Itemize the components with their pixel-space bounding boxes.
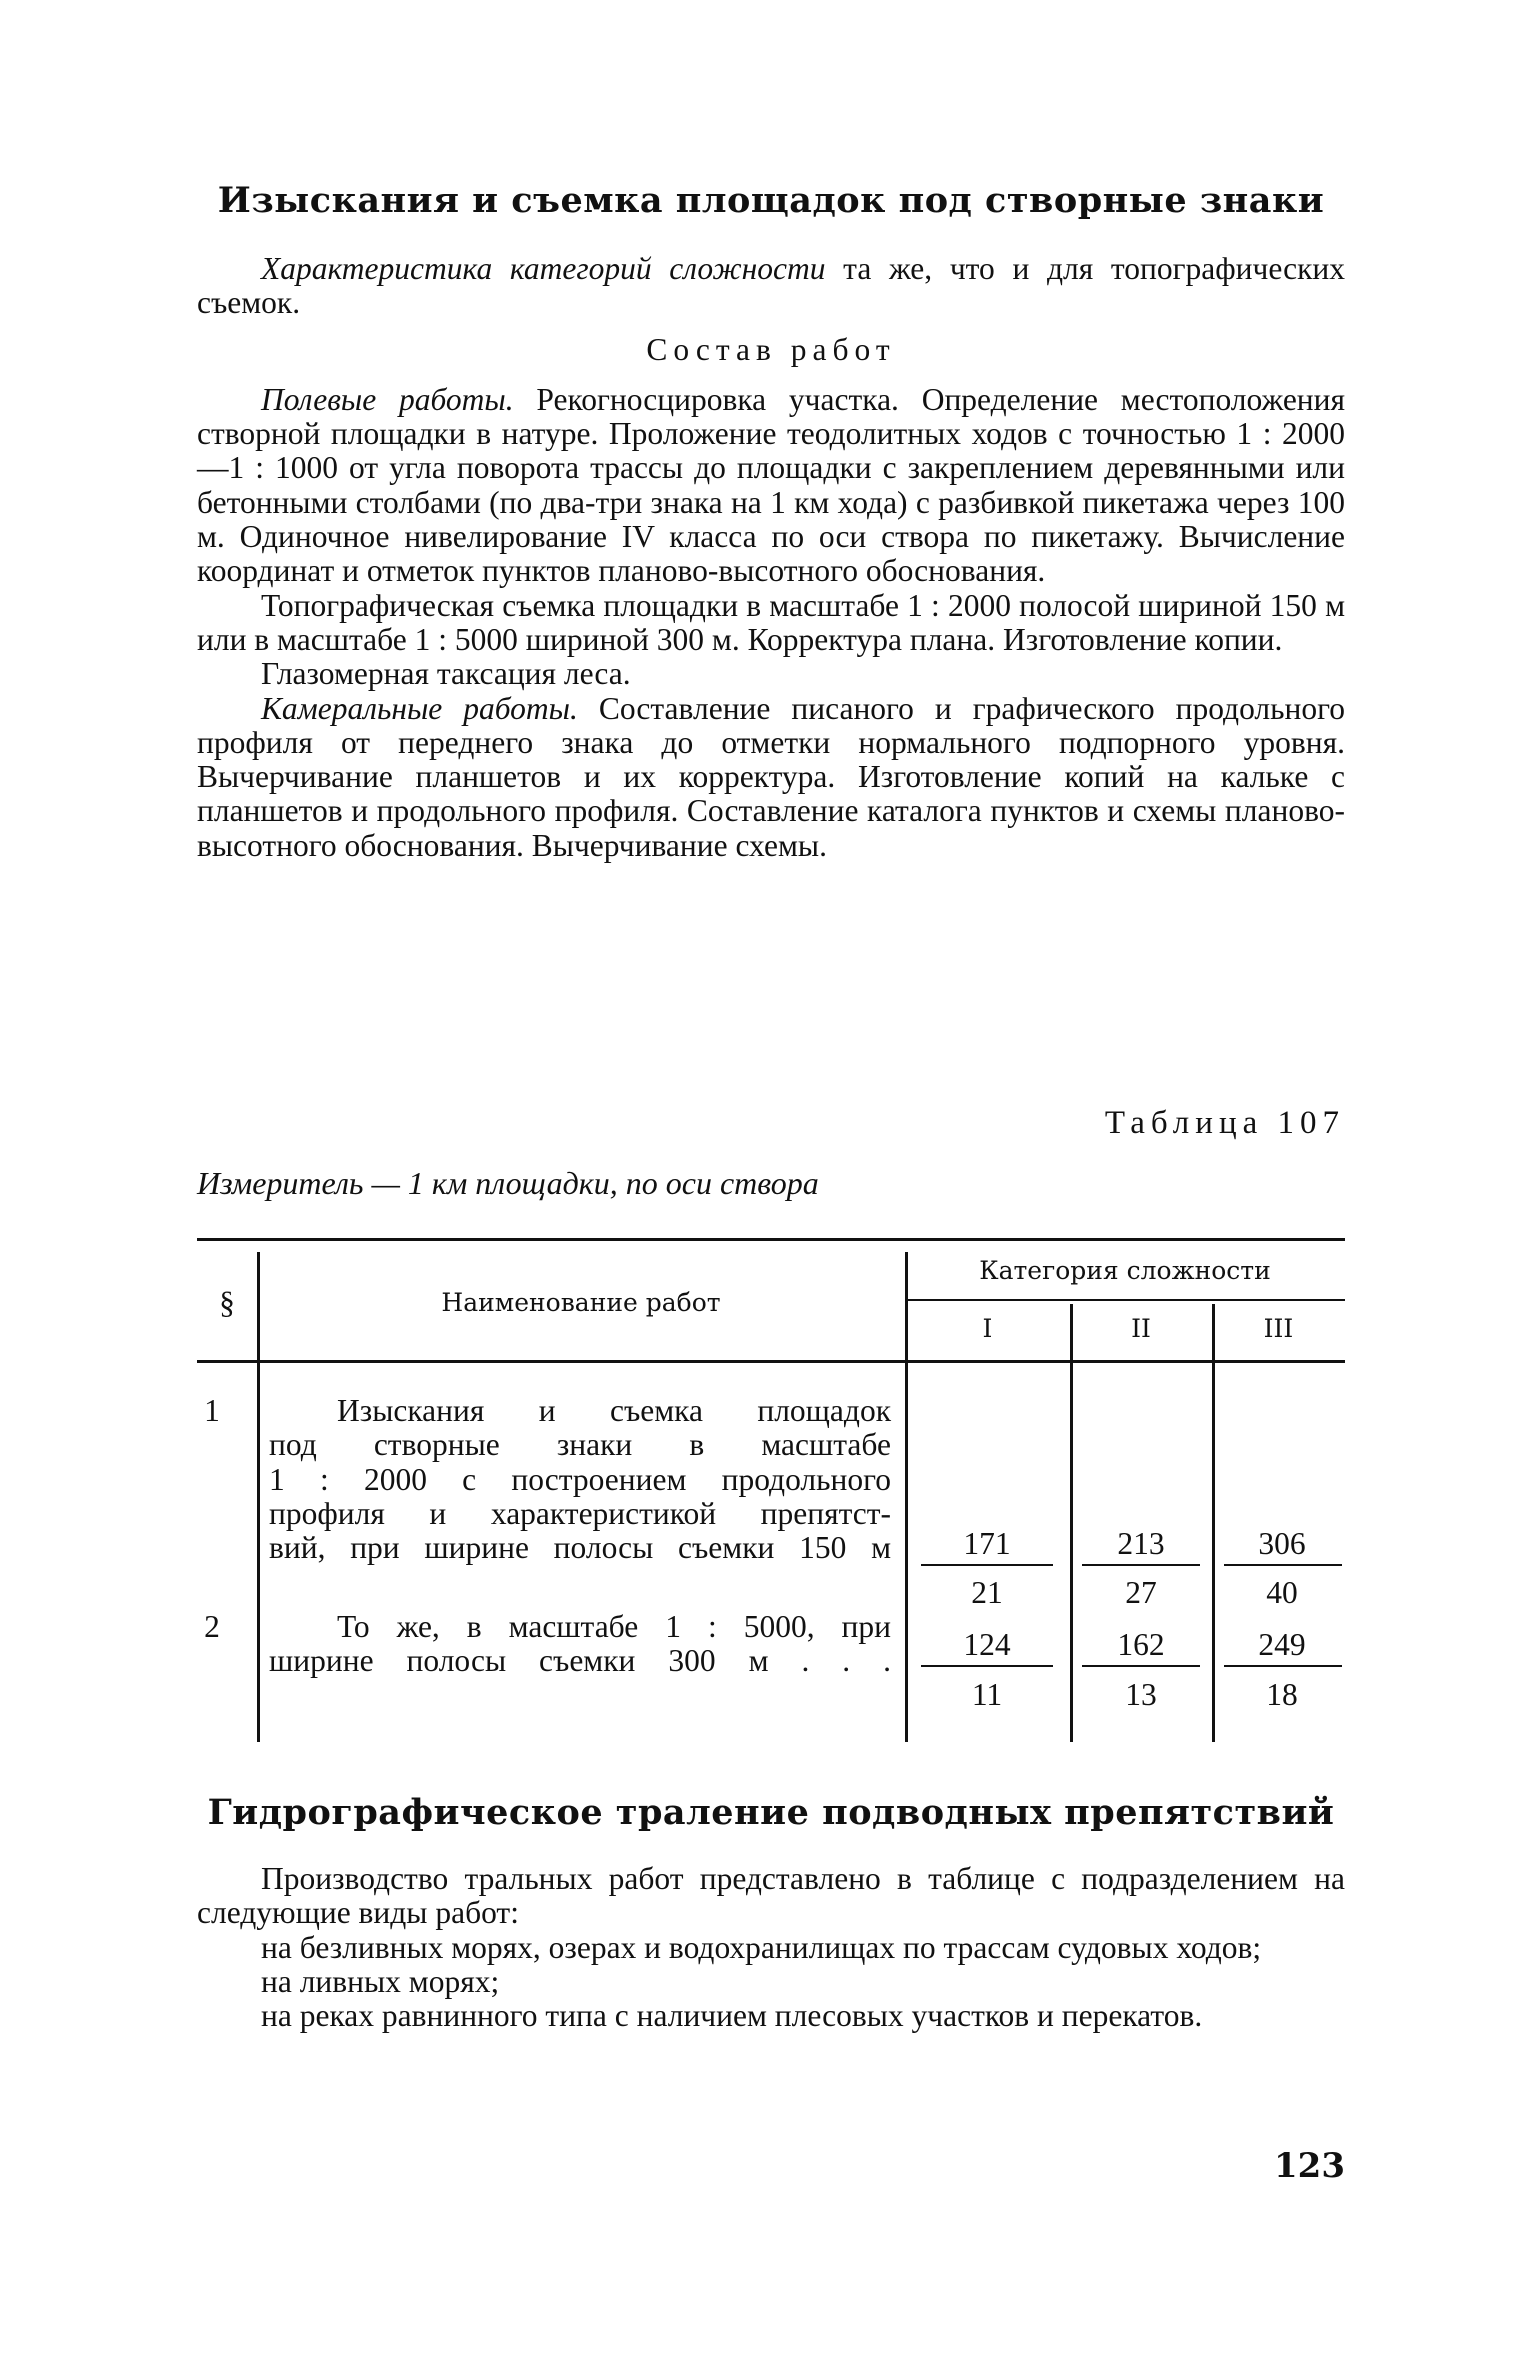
- row-2-cat2-top: 162: [1117, 1627, 1165, 1662]
- trawling-type-3: на реках равнинного типа с наличием плесовых участков и перекатов.: [261, 1998, 1203, 2034]
- row-1-number: 1: [204, 1393, 220, 1428]
- row-2-cat2-fraction-bar: [1082, 1665, 1200, 1667]
- table-vline-1: [257, 1252, 260, 1742]
- row-2-line: То же, в масштабе 1 : 5000, при: [337, 1609, 891, 1644]
- row-1-cat3-fraction-bar: [1224, 1564, 1342, 1566]
- row-1-line: 1 : 2000 с построением продольного: [269, 1461, 891, 1497]
- row-1-cat1-bottom: 21: [971, 1575, 1003, 1610]
- intro-rest: та же, что и для топографических съемок.: [197, 251, 1345, 321]
- row-1-line: вий, при ширине полосы съемки 150 м: [269, 1530, 891, 1566]
- row-2-cat1-fraction-bar: [921, 1665, 1053, 1667]
- row-1-line: Изыскания и съемка площадок: [337, 1393, 891, 1428]
- row-1-cat2-fraction-bar: [1082, 1564, 1200, 1566]
- row-1-line: профиля и характеристикой препятст-: [269, 1495, 891, 1531]
- row-1-cat2-top: 213: [1117, 1526, 1165, 1561]
- row-2-number: 2: [204, 1609, 220, 1644]
- page-number: 123: [1274, 2146, 1345, 2186]
- header-section-sign: §: [219, 1285, 235, 1320]
- table-vline-4: [1212, 1304, 1215, 1742]
- row-1-cat3-top: 306: [1258, 1526, 1306, 1561]
- field-works-text: Рекогносцировка участка. Определение местоположения створной площадки в натуре. Проложение теодолитных ходов с точностью 1 : 2000—1 : 1000 от угла поворота трассы до площадки с закреплением деревянными или бетонными столбами (по два-три знака на 1 км хода) с разбивкой пикетажа через 100 м. Одиночное нивелирование IV класса по оси створа по пикетажу. Вычисление координат и отметок пунктов планово-высотного обоснования.: [197, 381, 1345, 589]
- field-works-paragraph: [197, 383, 1345, 589]
- section1-body: [197, 252, 1345, 863]
- header-category-2: II: [1131, 1314, 1151, 1343]
- trawling-intro-paragraph: Производство тральных работ представлено в таблице с подразделением на следующие виды работ:: [197, 1861, 1345, 1931]
- row-2-cat1-bottom: 11: [971, 1677, 1003, 1712]
- table-header-rule: [197, 1360, 1345, 1363]
- row-2-line: ширине полосы съемки 300 м . . .: [269, 1643, 891, 1679]
- trawling-type-1: на безливных морях, озерах и водохранилищах по трассам судовых ходов;: [261, 1929, 1262, 1965]
- table-vline-3: [1070, 1304, 1073, 1742]
- row-2-cat3-fraction-bar: [1224, 1665, 1342, 1667]
- row-2-cat3-bottom: 18: [1266, 1677, 1298, 1712]
- header-category: Категория сложности: [979, 1256, 1271, 1285]
- topo-survey-paragraph: Топографическая съемка площадки в масштабе 1 : 2000 полосой шириной 150 м или в масштабе 1 : 5000 шириной 300 м. Корректура плана. Изготовление копии.: [197, 587, 1345, 657]
- intro-paragraph: [197, 252, 1345, 321]
- row-2-name: [269, 1610, 891, 1679]
- row-2-cat1-top: 124: [963, 1627, 1011, 1662]
- work-composition-subtitle: Состав работ: [646, 331, 896, 367]
- row-2-cat3-top: 249: [1258, 1627, 1306, 1662]
- office-works-label: Камеральные работы.: [261, 690, 578, 726]
- section-title-surveys: Изыскания и съемка площадок под створные знаки: [217, 180, 1325, 221]
- row-1-cat1-fraction-bar: [921, 1564, 1053, 1566]
- work-categories-table: [197, 1238, 1345, 1738]
- section2-body: [197, 1862, 1345, 2033]
- section-title-trawling: Гидрографическое траление подводных препятствий: [207, 1792, 1335, 1833]
- table-top-rule: [197, 1238, 1345, 1241]
- row-2-cat2-bottom: 13: [1125, 1677, 1157, 1712]
- intro-italic: Характеристика категорий сложности: [261, 251, 826, 286]
- category-subheader-rule: [905, 1299, 1345, 1301]
- table-caption: Таблица 107: [1104, 1105, 1345, 1141]
- table-measure: Измеритель — 1 км площадки, по оси створа: [197, 1165, 819, 1201]
- row-1-name: [269, 1394, 891, 1565]
- trawling-type-2: на ливных морях;: [261, 1963, 500, 1999]
- row-1-cat2-bottom: 27: [1125, 1575, 1157, 1610]
- forest-taxation-paragraph: Глазомерная таксация леса.: [261, 656, 631, 692]
- field-works-label: Полевые работы.: [261, 381, 514, 417]
- office-works-paragraph: [197, 692, 1345, 863]
- header-category-1: I: [982, 1314, 993, 1343]
- office-works-text: Составление писаного и графического продольного профиля от переднего знака до отметки нормального подпорного уровня. Вычерчивание планшетов и их корректура. Изготовление копий на кальке с планшетов и продольного профиля. Составление каталога пунктов и схемы планово-высотного обоснования. Вычерчивание схемы.: [197, 690, 1345, 863]
- header-work-name: Наименование работ: [441, 1288, 721, 1317]
- row-1-cat1-top: 171: [963, 1526, 1011, 1561]
- row-1-cat3-bottom: 40: [1266, 1575, 1298, 1610]
- header-category-3: III: [1263, 1314, 1294, 1343]
- row-1-line: под створные знаки в масштабе: [269, 1427, 891, 1463]
